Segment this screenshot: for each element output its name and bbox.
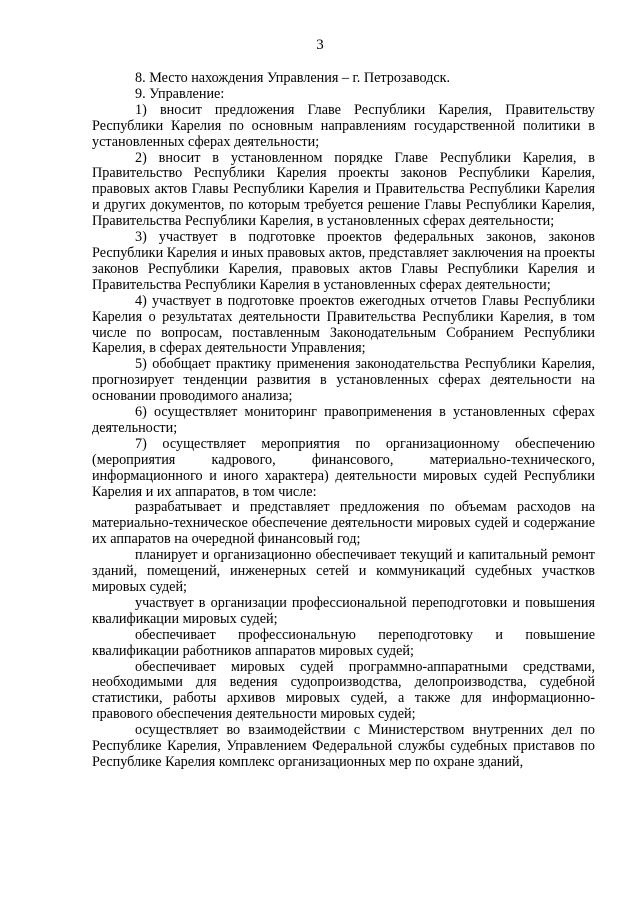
paragraph-subitem-expenses: разрабатывает и представляет предложения по объемам расходов на материально-техническое обеспечение деятельности мировых судей и содержание их аппаратов на очередной финансовый год;	[92, 499, 595, 548]
paragraph-item-6: 6) осуществляет мониторинг правоприменения в установленных сферах деятельности;	[92, 404, 595, 436]
paragraph-subitem-software: обеспечивает мировых судей программно-аппаратными средствами, необходимыми для ведения судопроизводства, делопроизводства, судебной статистики, работы архивов мировых судей, а также для информационно-правового обеспечения деятельности мировых судей;	[92, 658, 595, 723]
paragraph-subitem-security: осуществляет во взаимодействии с Министерством внутренних дел по Республике Карелия, Управлением Федеральной службы судебных приставов по Республике Карелия комплекс организационных мер по охране зданий,	[92, 722, 595, 770]
paragraph-subitem-staff-training: обеспечивает профессиональную переподготовку и повышение квалификации работников аппаратов мировых судей;	[92, 626, 595, 659]
paragraph-item-1: 1) вносит предложения Главе Республики Карелия, Правительству Республики Карелия по основным направлениям государственной политики в установленных сферах деятельности;	[92, 101, 595, 150]
paragraph-item-2: 2) вносит в установленном порядке Главе Республики Карелия, в Правительство Республики Карелия проекты законов Республики Карелия, правовых актов Главы Республики Карелия и Правительства Республики Карелия и других документов, по которым требуется решение Главы Республики Карелия, Правительства Республики Карелия, в установленных сферах деятельности;	[92, 149, 595, 230]
paragraph-subitem-repairs: планирует и организационно обеспечивает текущий и капитальный ремонт зданий, помещений, инженерных сетей и коммуникаций судебных участков мировых судей;	[92, 547, 595, 595]
paragraph-item-4: 4) участвует в подготовке проектов ежегодных отчетов Главы Республики Карелия о результатах деятельности Правительства Республики Карелия, в том числе по вопросам, поставленным Законодательным Собранием Республики Карелия, в сферах деятельности Управления;	[92, 292, 595, 357]
paragraph-directorate-heading: 9. Управление:	[135, 85, 225, 102]
paragraph-item-7: 7) осуществляет мероприятия по организационному обеспечению (мероприятия кадрового, финансового, материально-технического, информационного и иного характера) деятельности мировых судей Республики Карелия и их аппаратов, в том числе:	[92, 435, 595, 500]
page-number: 3	[316, 37, 324, 53]
paragraph-item-3: 3) участвует в подготовке проектов федеральных законов, законов Республики Карелия и иных правовых актов, представляет заключения на проекты законов Республики Карелия, правовых актов Главы Республики Карелия и Правительства Республики Карелия в установленных сферах деятельности;	[92, 229, 595, 293]
paragraph-location: 8. Место нахождения Управления – г. Петрозаводск.	[135, 70, 451, 86]
document-body	[92, 71, 595, 771]
paragraph-subitem-judges-training: участвует в организации профессиональной переподготовки и повышения квалификации мировых судей;	[92, 594, 595, 627]
paragraph-item-5: 5) обобщает практику применения законодательства Республики Карелия, прогнозирует тенденции развития в установленных сферах деятельности на основании проводимого анализа;	[92, 356, 595, 405]
